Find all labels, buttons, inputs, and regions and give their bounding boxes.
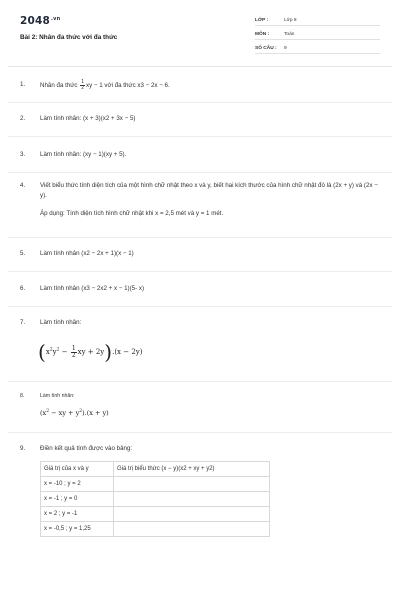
table-answer-cell[interactable]: [114, 522, 270, 537]
table-header-row: [41, 462, 270, 477]
table-answer-cell[interactable]: [114, 492, 270, 507]
denominator: 2: [81, 85, 85, 91]
table-cell: x = 2 ; y = -1: [41, 507, 114, 522]
meta-count: [255, 42, 380, 54]
text-part: xy − 1 với đa thức x3 − 2x − 6.: [86, 82, 170, 90]
meta-value: Lớp 8: [284, 18, 297, 23]
meta-key: LỚP :: [255, 18, 269, 23]
meta-key: MÔN :: [255, 32, 270, 37]
numerator: 1: [71, 344, 76, 352]
question-apply: Áp dụng: Tính diện tích hình chữ nhật khi x = 2,5 mét và y = 1 mét.: [40, 210, 224, 217]
question-number: 7.: [20, 319, 26, 326]
fraction: [71, 346, 77, 359]
question-number: 1.: [20, 81, 26, 88]
divider: [8, 271, 392, 272]
table-cell: x = -0,5 ; y = 1,25: [41, 522, 114, 537]
table-row: [41, 522, 270, 537]
meta-value: 9: [284, 46, 287, 51]
math-part: − xy + y: [49, 409, 80, 418]
divider: [8, 237, 392, 238]
header-divider: [8, 66, 392, 67]
header: [0, 0, 400, 66]
table-row: [41, 492, 270, 507]
math-sup: 2: [79, 409, 83, 414]
meta-class: [255, 14, 380, 26]
table-row: [41, 507, 270, 522]
numerator: 1: [81, 79, 85, 85]
question-text: Làm tính nhân:: [40, 319, 82, 326]
divider: [8, 136, 392, 137]
open-paren: (: [38, 340, 46, 364]
table-cell: x = -10 ; y = 2: [41, 477, 114, 492]
math-sup: 2: [49, 347, 53, 353]
math-part: (x: [40, 409, 47, 418]
table-header-cell: Giá trị của x và y: [41, 462, 114, 477]
question-text: [40, 80, 386, 91]
fraction: [80, 80, 85, 91]
meta-value: Toán: [284, 32, 295, 37]
question-text: Làm tính nhân (x3 − 2x2 + x − 1)(5- x): [40, 285, 145, 292]
table-answer-cell[interactable]: [114, 507, 270, 522]
math-part: ).(x + y): [82, 409, 109, 418]
table-answer-cell[interactable]: [114, 477, 270, 492]
logo-text: 2048: [20, 15, 51, 27]
question-text: Làm tính nhân: (x + 3)(x2 + 3x − 5): [40, 115, 136, 122]
meta-key: SỐ CÂU :: [255, 46, 277, 51]
divider: [8, 102, 392, 103]
math-part: x: [45, 348, 50, 356]
table-cell: x = -1 ; y = 0: [41, 492, 114, 507]
results-table: [40, 461, 270, 537]
question-number: 3.: [20, 151, 26, 158]
divider: [8, 172, 392, 173]
site-logo[interactable]: [20, 15, 60, 27]
question-number: 4.: [20, 182, 26, 189]
question-number: 9.: [20, 445, 26, 452]
question-text: Làm tính nhân (x2 − 2x + 1)(x − 1): [40, 250, 134, 257]
lesson-title: Bài 2: Nhân đa thức với đa thức: [20, 34, 118, 41]
question-text: Làm tính nhân: (xy − 1)(xy + 5).: [40, 151, 127, 158]
question-number: 5.: [20, 250, 26, 257]
divider: [8, 432, 392, 433]
question-number: 6.: [20, 285, 26, 292]
math-part: xy + 2y: [77, 348, 105, 356]
close-paren: ): [104, 340, 113, 364]
math-part: −: [59, 348, 70, 356]
question-text: Điền kết quả tính được vào bảng:: [40, 445, 133, 452]
math-sup: 2: [56, 347, 60, 353]
math-part: .(x − 2y): [112, 348, 143, 356]
math-expression-8: [40, 409, 109, 417]
math-expression-7: [38, 340, 142, 364]
table-header-cell: Giá trị biểu thức (x − y)(x2 + xy + y2): [114, 462, 270, 477]
question-number: 8.: [20, 393, 25, 399]
table-row: [41, 477, 270, 492]
logo-suffix: .vn: [51, 15, 61, 22]
denominator: 2: [71, 351, 76, 359]
question-body: [40, 181, 386, 219]
math-sup: 2: [46, 409, 50, 414]
meta-subject: [255, 28, 380, 40]
text-part: Nhân đa thức: [40, 82, 80, 90]
question-number: 2.: [20, 115, 26, 122]
math-part: y: [52, 348, 57, 356]
question-text: Viết biểu thức tính diện tích của một hình chữ nhật theo x và y, biết hai kích thước của hình chữ nhật đó là (2x + y) và (2x − y).: [40, 182, 378, 199]
divider: [8, 306, 392, 307]
divider: [8, 381, 392, 382]
question-text: Làm tính nhân:: [40, 393, 75, 399]
